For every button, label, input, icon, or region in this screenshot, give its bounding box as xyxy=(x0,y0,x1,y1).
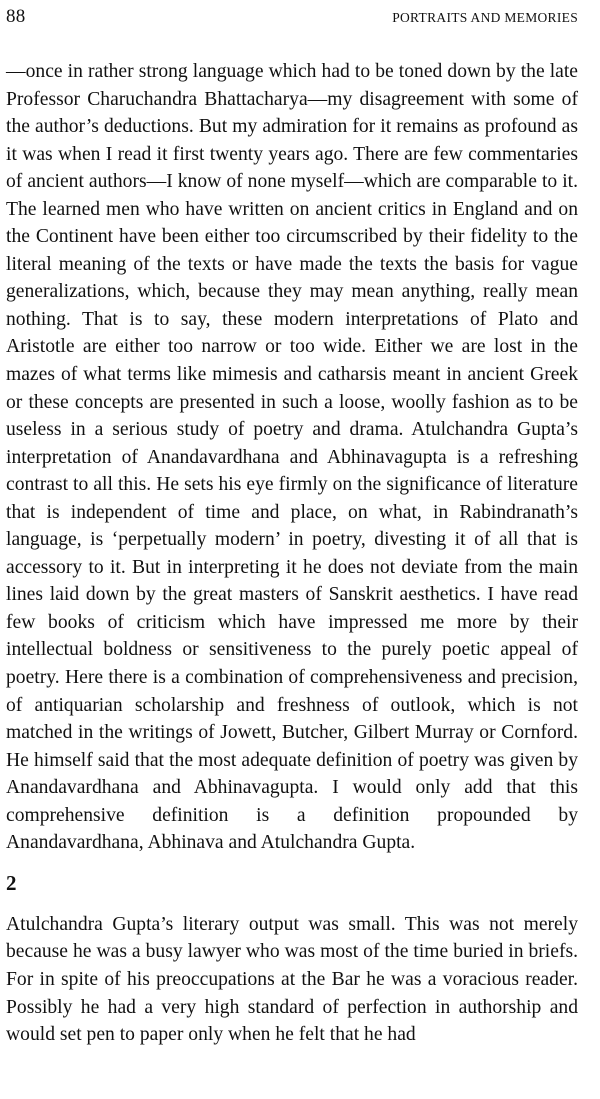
section-2-paragraph: Atulchandra Gupta’s literary output was small. This was not merely because he was a busy lawyer who was most of the time buried in briefs. For in spite of his preoccupations at the Bar he was a voracious reader. Possibly he had a very high standard of perfection in authorship and would set pen to paper only when he felt that he had xyxy=(6,913,578,1046)
paragraph-continued: —once in rather strong language which had to be toned down by the late Professor Charuchandra Bhattacharya—my disagreement with some of the author’s deductions. But my admiration for it remains as profound as it was when I read it first twenty years ago. There are few commentaries of ancient authors—I know of none myself—which are comparable to it. The learned men who have written on ancient critics in England and on the Continent have been either too circumscribed by their fidelity to the literal meaning of the texts or have made the texts the basis for vague generalizations, which, because they may mean anything, really mean nothing. That is to say, these modern interpretations of Plato and Aristotle are either too narrow or too wide. Either we are lost in the mazes of what terms like mimesis and catharsis meant in ancient Greek or these concepts are presented in such a loose, woolly fashion as to be useless in a serious study of poetry and drama. Atulchandra Gupta’s interpretation of Anandavardhana and Abhinavagupta is a refreshing contrast to all this. He sets his eye firmly on the significance of literature that is independent of time and place, on what, in Rabindranath’s language, is ‘perpetually modern’ in poetry, divesting it of all that is accessory to it. But in interpreting it he does not deviate from the main lines laid down by the great masters of Sanskrit aesthetics. I have read few books of criticism which have impressed me more by their intellectual boldness or sensitiveness to the purely poetic appeal of poetry. Here there is a combination of comprehensiveness and precision, of antiquarian scholarship and freshness of outlook, which is not matched in the writings of Jowett, Butcher, Gilbert Murray or Cornford. He himself said that the most adequate definition of poetry was given by Anandavardhana and Abhinavagupta. I would only add that this comprehensive definition is a definition propounded by Anandavardhana, Abhinava and Atulchandra Gupta. xyxy=(6,61,578,854)
running-head xyxy=(6,6,578,30)
body-text xyxy=(6,58,578,1049)
page-number: 88 xyxy=(6,6,26,27)
running-title: PORTRAITS AND MEMORIES xyxy=(392,10,578,25)
section-number: 2 xyxy=(6,870,17,895)
